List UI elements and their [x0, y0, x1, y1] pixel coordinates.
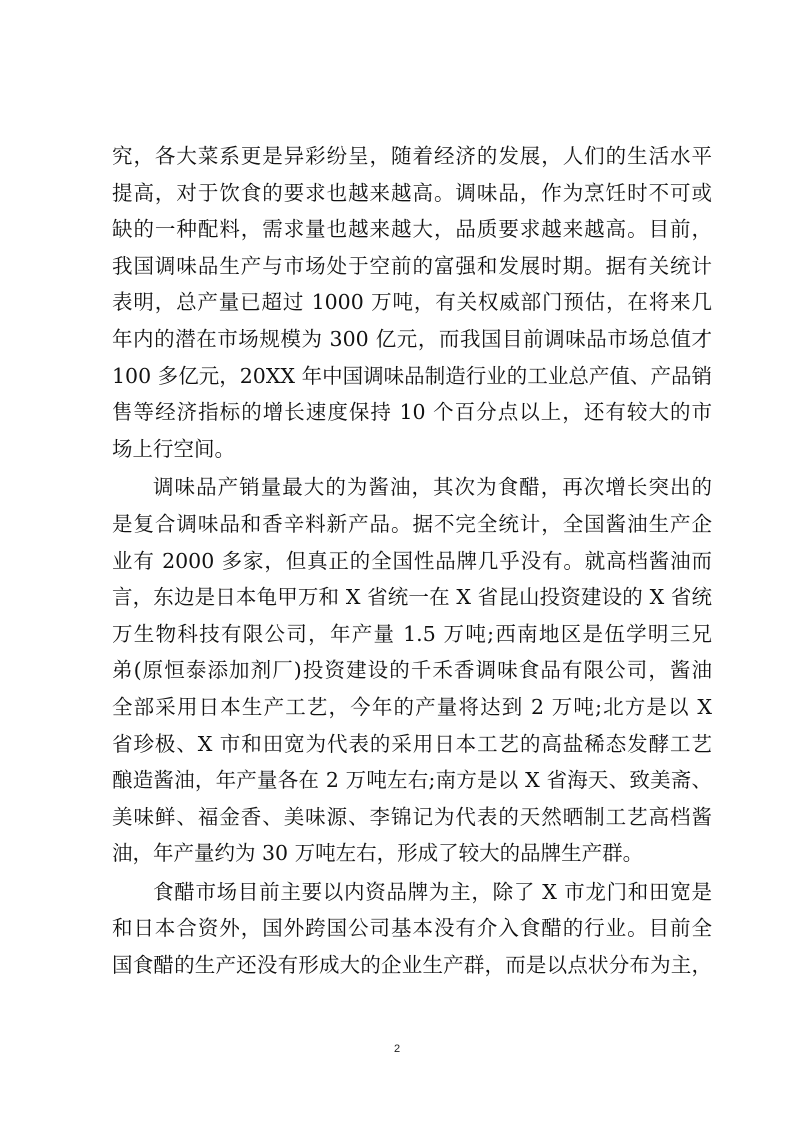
paragraph-2	[112, 469, 712, 872]
text-line: 表明，总产量已超过 1000 万吨，有关权威部门预估，在将来几	[112, 290, 712, 315]
text-line: 省珍极、X 市和田宽为代表的采用日本工艺的高盐稀态发酵工艺	[112, 731, 712, 756]
text-line: 万生物科技有限公司，年产量 1.5 万吨;西南地区是伍学明三兄	[112, 621, 712, 646]
text-line: 弟(原恒泰添加剂厂)投资建设的千禾香调味食品有限公司，酱油	[112, 658, 712, 683]
text-line: 年内的潜在市场规模为 300 亿元，而我国目前调味品市场总值才	[112, 326, 712, 351]
text-line: 调味品产销量最大的为酱油，其次为食醋，再次增长突出的	[153, 475, 712, 500]
text-line: 美味鲜、福金香、美味源、李锦记为代表的天然晒制工艺高档酱	[112, 804, 712, 829]
paragraph-1	[112, 138, 712, 467]
text-line: 食醋市场目前主要以内资品牌为主，除了 X 市龙门和田宽是	[153, 879, 712, 904]
body-text	[112, 138, 712, 984]
text-line: 言，东边是日本龟甲万和 X 省统一在 X 省昆山投资建设的 X 省统	[112, 585, 712, 610]
text-line: 我国调味品生产与市场处于空前的富强和发展时期。据有关统计	[112, 253, 712, 278]
page-number: 2	[393, 1043, 401, 1055]
text-line: 全部采用日本生产工艺，今年的产量将达到 2 万吨;北方是以 X	[112, 694, 712, 719]
text-line: 酿造酱油，年产量各在 2 万吨左右;南方是以 X 省海天、致美斋、	[112, 768, 712, 793]
text-line: 国食醋的生产还没有形成大的企业生产群，而是以点状分布为主，	[112, 953, 712, 978]
text-line: 提高，对于饮食的要求也越来越高。调味品，作为烹饪时不可或	[112, 180, 712, 205]
text-line: 究，各大菜系更是异彩纷呈，随着经济的发展，人们的生活水平	[112, 144, 712, 168]
text-line: 缺的一种配料，需求量也越来越大，品质要求越来越高。目前，	[112, 217, 712, 242]
text-line: 售等经济指标的增长速度保持 10 个百分点以上，还有较大的市	[112, 400, 712, 425]
text-line: 是复合调味品和香辛料新产品。据不完全统计，全国酱油生产企	[112, 511, 712, 536]
text-line: 100 多亿元，20XX 年中国调味品制造行业的工业总产值、产品销	[112, 363, 712, 388]
text-line: 和日本合资外，国外跨国公司基本没有介入食醋的行业。目前全	[112, 916, 712, 941]
text-line: 场上行空间。	[112, 436, 235, 461]
text-line: 油，年产量约为 30 万吨左右，形成了较大的品牌生产群。	[112, 841, 644, 866]
paragraph-3	[112, 874, 712, 984]
text-line: 业有 2000 多家，但真正的全国性品牌几乎没有。就高档酱油而	[112, 548, 712, 573]
